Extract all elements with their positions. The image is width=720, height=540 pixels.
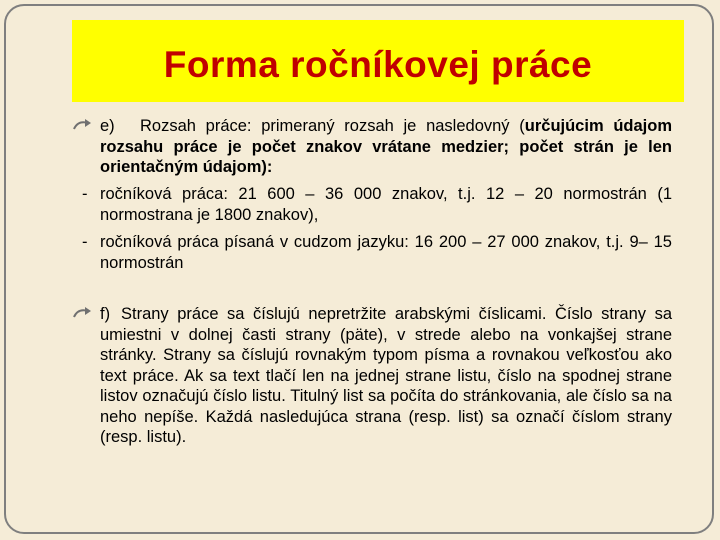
item-e-text-bold: určujúcim údajom rozsahu práce je počet znakov vrátane medzier; počet strán je len orientačným údajom): xyxy=(100,117,672,176)
dash-item-2-text: ročníková práca písaná v cudzom jazyku: 16 200 – 27 000 znakov, t.j. 9– 15 normostrán xyxy=(100,233,672,272)
item-f-bullet-label: f) xyxy=(100,305,111,323)
slide-title: Forma ročníkovej práce xyxy=(163,43,593,85)
curved-arrow-bullet-icon-svg-2 xyxy=(72,306,94,320)
dash-item-1-text: ročníková práca: 21 600 – 36 000 znakov, t.j. 12 – 20 normostrán (1 normostrana je 1800 znakov), xyxy=(100,185,672,224)
item-f-text: Strany práce sa číslujú nepretržite arabskými číslicami. Číslo strany sa umiestni v dolnej časti strany (päte), v strede alebo na vonkajšej strane stránky. Strany sa číslujú rovnakým typom písma a rovnakou veľkosťou ako text práce. Ak sa text tlačí len na jednej strane listu, číslo na spodnej strane listov označujú číslo listu. Titulný list sa počíta do stránkovania, ale číslo sa na neho nepíše. Každá nasledujúca strana (resp. list) sa označí číslom strany (resp. listu). xyxy=(100,305,672,446)
item-e-text-normal: Rozsah práce: primeraný rozsah je nasledovný ( xyxy=(140,117,525,135)
curved-arrow-bullet-icon xyxy=(72,117,94,138)
curved-arrow-bullet-icon xyxy=(72,305,94,326)
item-e-text xyxy=(100,116,672,178)
curved-arrow-bullet-icon-svg xyxy=(72,118,94,132)
dash-marker-2: - xyxy=(82,233,88,251)
item-e-bullet-label: e) xyxy=(100,117,115,135)
dash-marker-1: - xyxy=(82,185,88,203)
